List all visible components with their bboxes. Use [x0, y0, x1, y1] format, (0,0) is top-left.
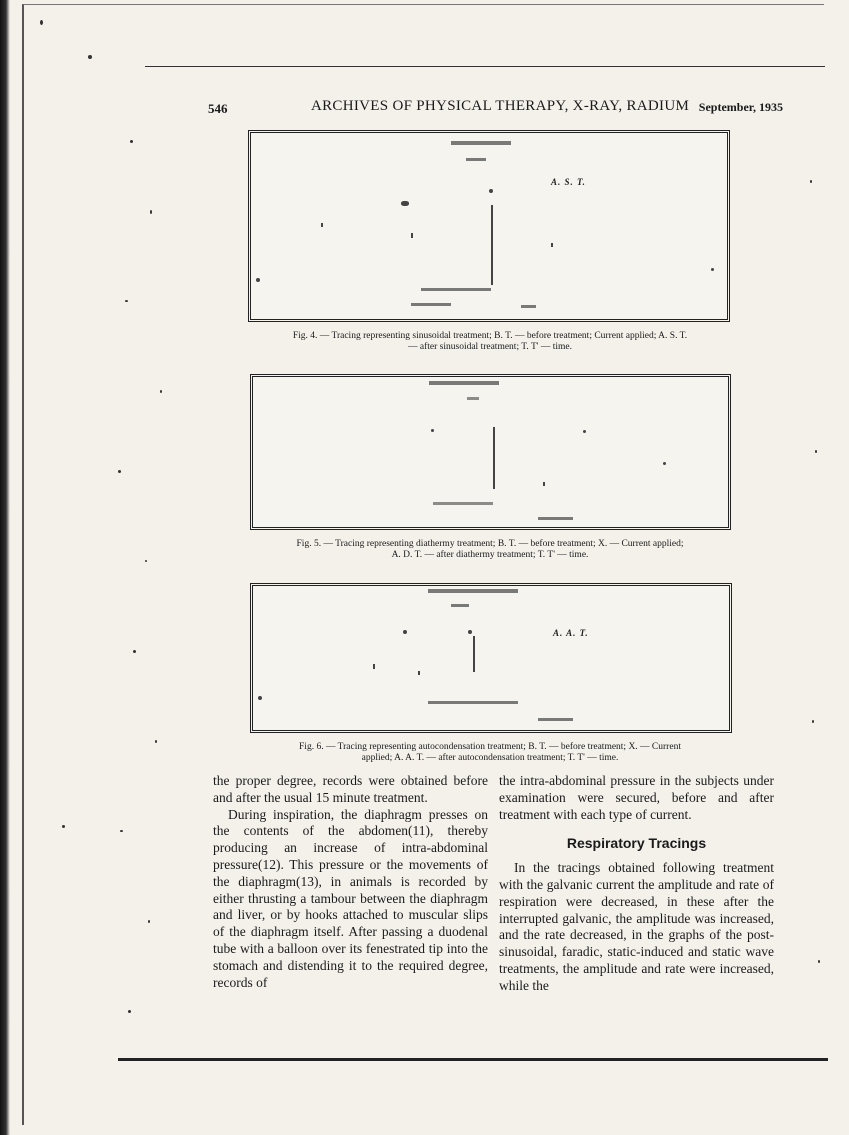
figure-5-tracing — [250, 374, 731, 530]
figure-6-tracing — [250, 583, 732, 733]
issue-date: September, 1935 — [698, 100, 783, 114]
figure-4-caption: Fig. 4. — Tracing representing sinusoidal treatment; B. T. — before treatment; Current applied; A. S. T. — after sinusoidal treatment; T. T' — time. — [292, 331, 688, 352]
paragraph: the intra-abdominal pressure in the subjects under examination were secured, before and after treatment with each type of current. — [499, 773, 774, 822]
paragraph: During inspiration, the diaphragm presses on the contents of the abdomen(11), thereby producing an increase of intra-abdominal pressure(12). This pressure or the movements of the diaphragm(13), in animals is recorded by either thrusting a tambour between the diaphragm and liver, or by hooks attached to muscular slips of the diaphragm itself. After passing a duodenal tube with a balloon over its fenestrated tip into the stomach and distending it to the required degree, records of — [213, 806, 488, 990]
body-column-right — [499, 773, 774, 995]
page-rule-bottom — [118, 1058, 828, 1061]
section-heading: Respiratory Tracings — [566, 835, 707, 852]
page-rule-top — [145, 66, 825, 67]
paragraph: In the tracings obtained following treatment with the galvanic current the amplitude and rate of respiration were decreased, in these after the interrupted galvanic, the amplitude was increased, and the rate decreased, in the graphs of the post-sinusoidal, faradic, static-induced and static wave treatments, the amplitude and rate were increased, while the — [499, 860, 774, 993]
running-header — [208, 98, 783, 120]
page-number: 546 — [208, 101, 228, 116]
figure-6-caption: Fig. 6. — Tracing representing autocondensation treatment; B. T. — before treatment; X. — Current applied; A. A. T. — after autocondensation treatment; T. T' — time. — [299, 742, 681, 763]
figure-5-caption: Fig. 5. — Tracing representing diathermy treatment; B. T. — before treatment; X. — Current applied; A. D. T. — after diathermy treatment; T. T' — time. — [296, 539, 684, 560]
scan-edge-left — [0, 0, 10, 1135]
figure-4-tracing — [248, 130, 730, 322]
paragraph: the proper degree, records were obtained before and after the usual 15 minute treatment. — [213, 773, 488, 805]
figure-6-label-aat: A. A. T. — [553, 628, 589, 638]
figure-4-label-ast: A. S. T. — [551, 177, 586, 187]
body-column-left — [213, 773, 488, 991]
journal-title: ARCHIVES OF PHYSICAL THERAPY, X-RAY, RADIUM — [311, 98, 690, 114]
